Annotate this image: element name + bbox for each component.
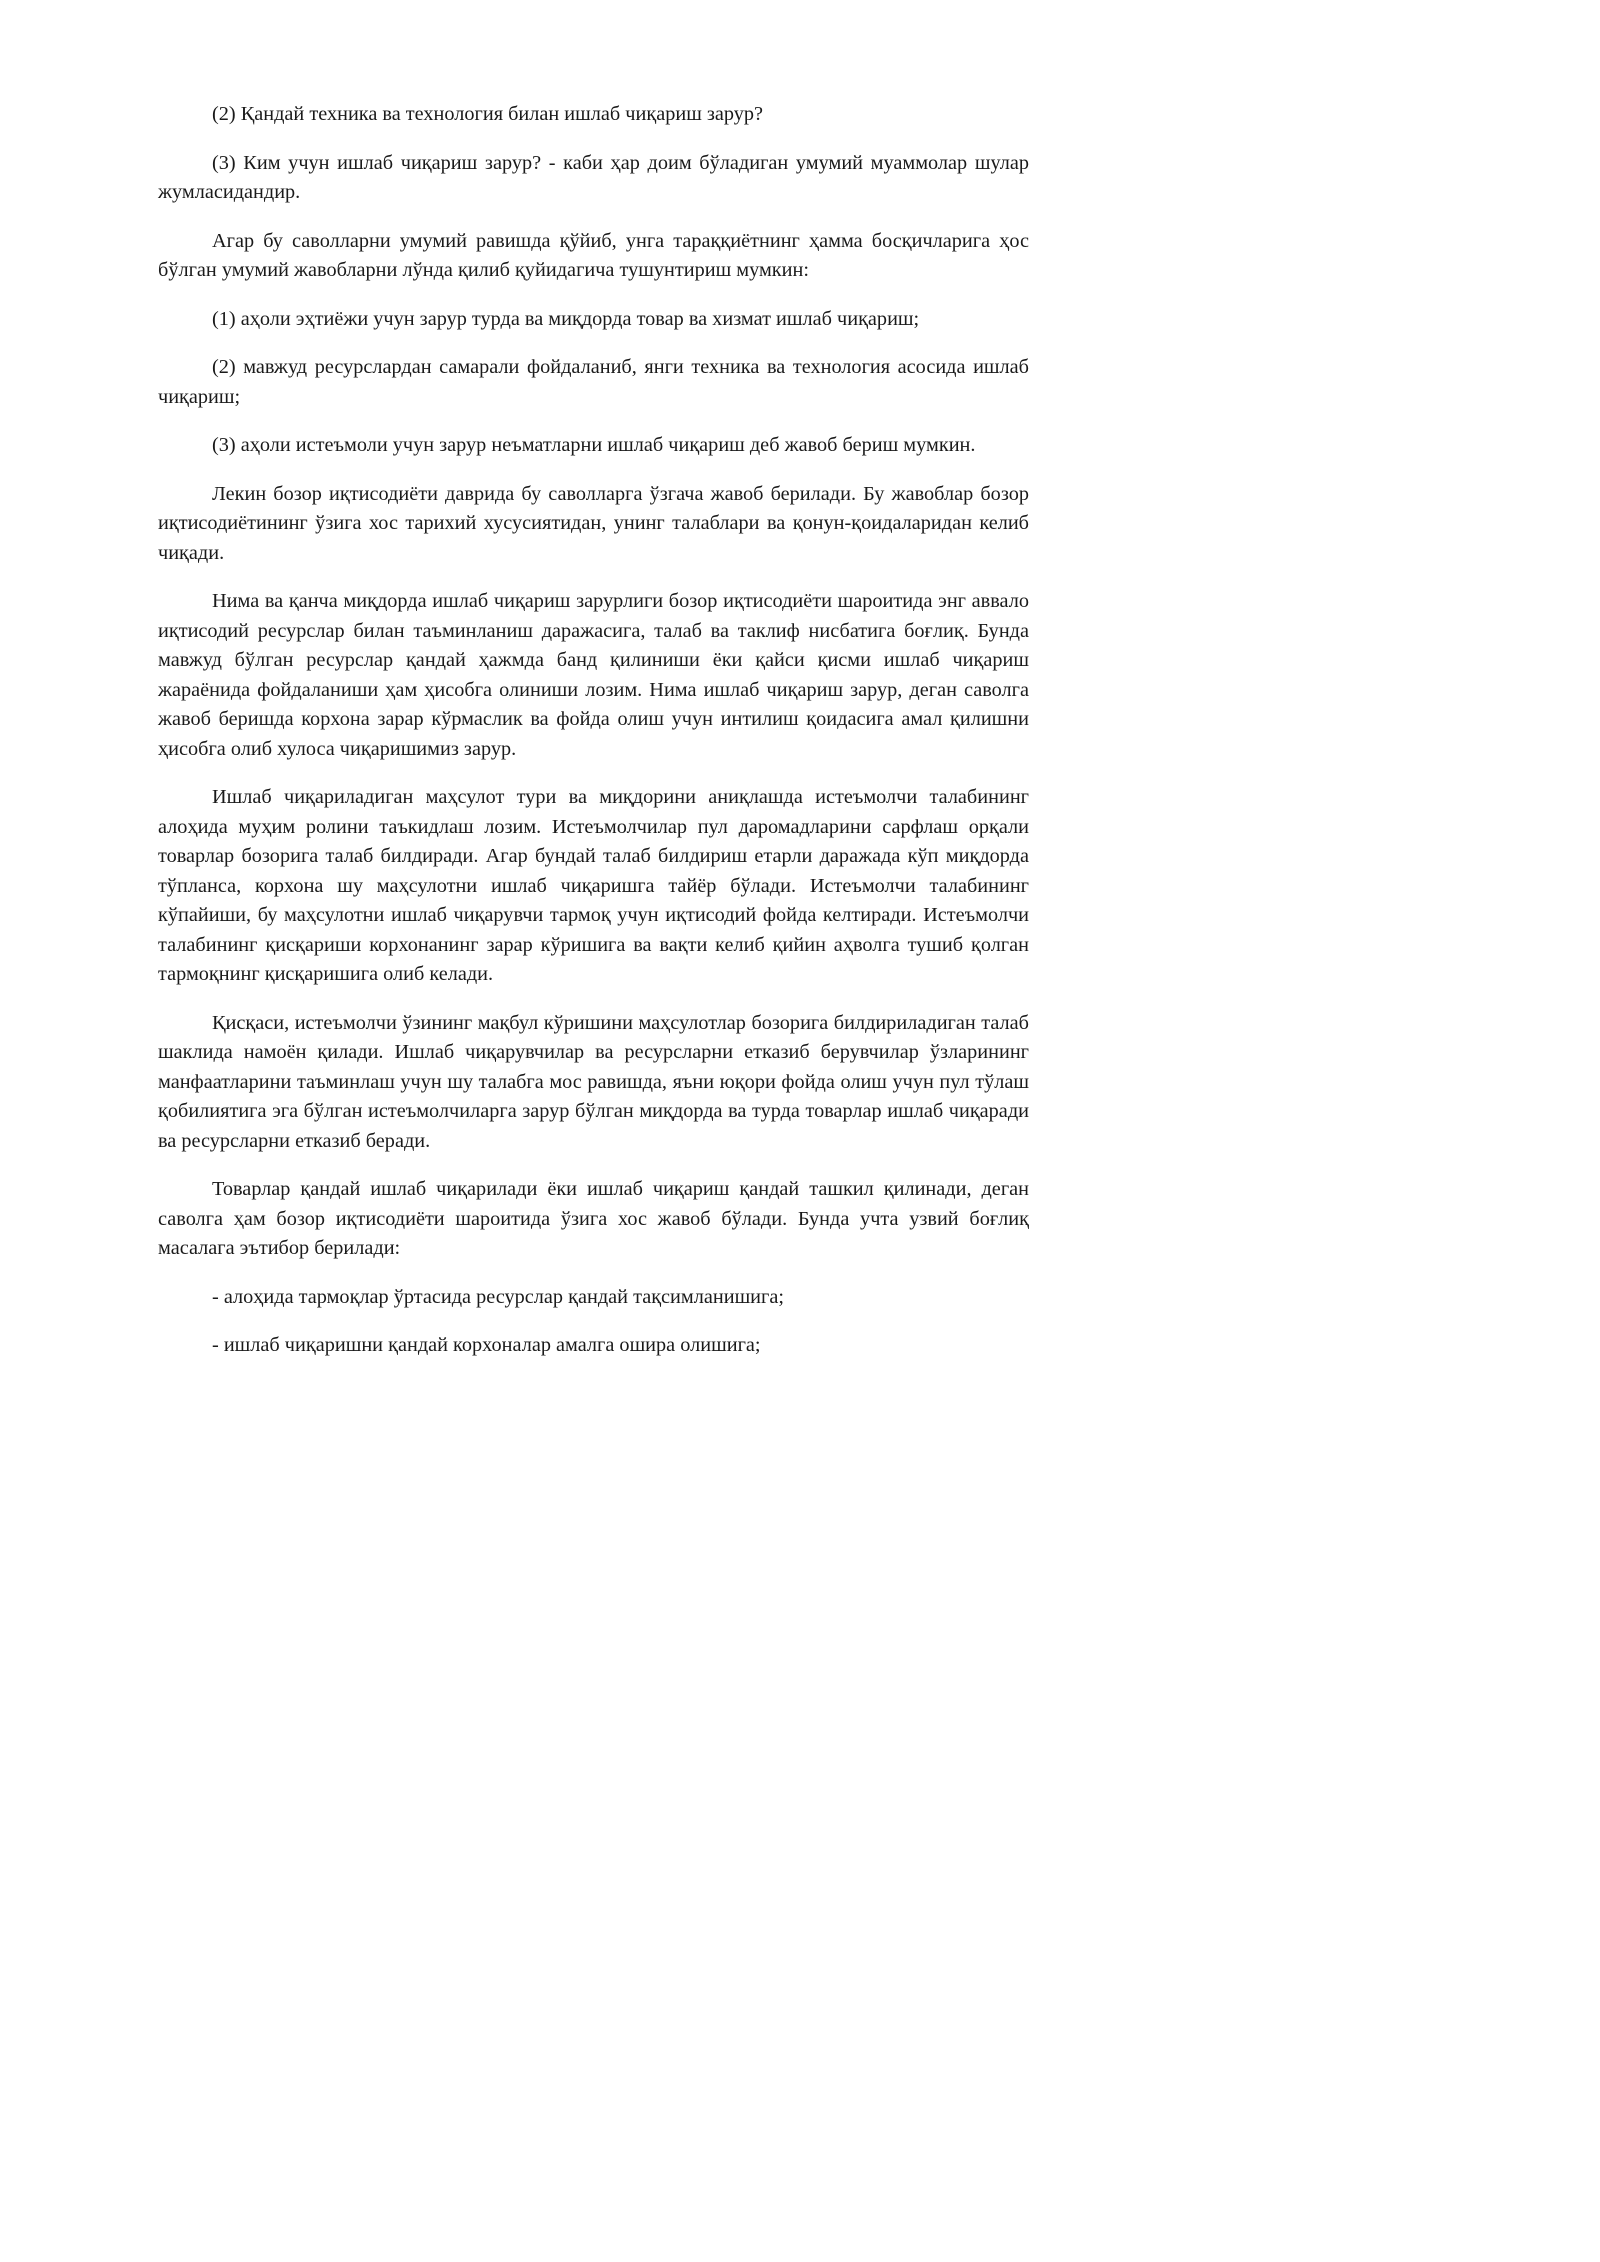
paragraph-answer-1: (1) аҳоли эҳтиёжи учун зарур турда ва миқдорда товар ва хизмат ишлаб чиқариш; [212,307,920,330]
paragraph-question-2: (2) Қандай техника ва технология билан ишлаб чиқариш зарур? [212,103,764,125]
paragraph-question-3: (3) Ким учун ишлаб чиқариш зарур? - каби ҳар доим бўладиган умумий муаммолар шулар жумласидандир. [158,151,1029,203]
paragraph-general-answers-intro: Агар бу саволларни умумий равишда қўйиб, унга тараққиётнинг ҳамма босқичларига ҳос бўлган умумий жавобларни лўнда қилиб қуйидагича тушунтириш мумкин: [158,229,1029,281]
bullet-enterprises: - ишлаб чиқаришни қандай корхоналар амалга ошира олишига; [212,1334,761,1356]
paragraph-how-to-produce: Товарлар қандай ишлаб чиқарилади ёки ишлаб чиқариш қандай ташкил қилинади, деган саволга ҳам бозор иқтисодиёти шароитида ўзига хос жавоб бўлади. Бунда учта узвий боғлиқ масалага эътибор берилади: [158,1178,1029,1259]
paragraph-consumer-demand: Ишлаб чиқариладиган маҳсулот тури ва миқдорини аниқлашда истеъмолчи талабининг алоҳида муҳим ролини таъкидлаш лозим. Истеъмолчилар пул даромадларини сарфлаш орқали товарлар бозорига талаб билдиради. Агар бундай талаб билдириш етарли даражада кўп миқдорда тўпланса, корхона шу маҳсулотни ишлаб чиқаришга тайёр бўлади. Истеъмолчи талабининг кўпайиши, бу маҳсулотни ишлаб чиқарувчи тармоқ учун иқтисодий фойда келтиради. Истеъмолчи талабининг қисқариши корхонанинг зарар кўришига ва вақти келиб қийин аҳволга тушиб қолган тармоқнинг қисқаришига олиб келади. [158,786,1029,985]
paragraph-answer-2: (2) мавжуд ресурслардан самарали фойдаланиб, янги техника ва технология асосида ишлаб чиқариш; [158,356,1029,408]
paragraph-what-to-produce: Нима ва қанча миқдорда ишлаб чиқариш зарурлиги бозор иқтисодиёти шароитида энг аввало иқтисодий ресурслар билан таъминланиш даражасига, талаб ва таклиф нисбатига боғлиқ. Бунда мавжуд бўлган ресурслар қандай ҳажмда банд қилиниши ёки қайси қисми ишлаб чиқариш жараёнида фойдаланиши ҳам ҳисобга олиниши лозим. Нима ишлаб чиқариш зарур, деган саволга жавоб беришда корхона зарар кўрмаслик ва фойда олиш учун интилиш қоидасига амал қилишни ҳисобга олиб хулоса чиқаришимиз зарур. [158,590,1029,760]
paragraph-market-economy: Лекин бозор иқтисодиёти даврида бу саволларга ўзгача жавоб берилади. Бу жавоблар бозор иқтисодиётининг ўзига хос тарихий хусусиятидан, унинг талаблари ва қонун-қоидаларидан келиб чиқади. [158,482,1029,564]
document-page [158,100,1029,1380]
paragraph-summary: Қисқаси, истеъмолчи ўзининг мақбул кўришини маҳсулотлар бозорига билдириладиган талаб шаклида намоён қилади. Ишлаб чиқарувчилар ва ресурсларни етказиб берувчилар ўзларининг манфаатларини таъминлаш учун шу талабга мос равишда, яъни юқори фойда олиш учун пул тўлаш қобилиятига эга бўлган истеъмолчиларга зарур бўлган миқдорда ва турда товарлар ишлаб чиқаради ва ресурсларни етказиб беради. [158,1011,1029,1152]
bullet-resource-allocation: - алоҳида тармоқлар ўртасида ресурслар қандай тақсимланишига; [212,1285,784,1308]
paragraph-answer-3: (3) аҳоли истеъмоли учун зарур неъматларни ишлаб чиқариш деб жавоб бериш мумкин. [212,434,976,456]
